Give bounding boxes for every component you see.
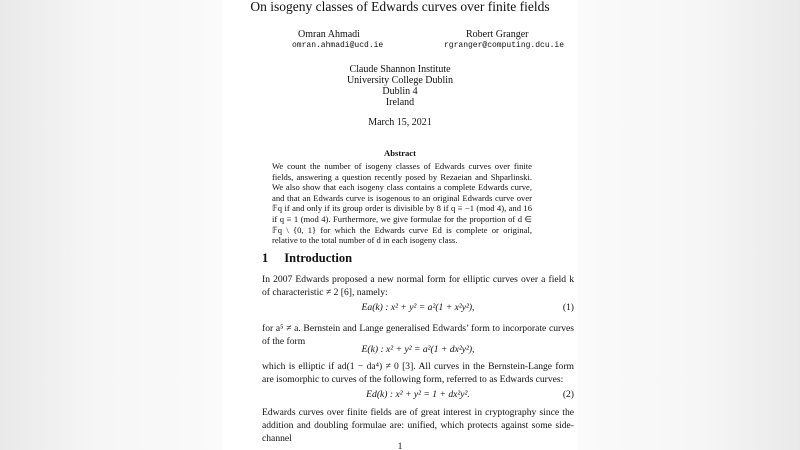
equation-body: Ea(k) : x² + y² = a²(1 + x²y²),	[361, 302, 475, 313]
affiliation-line: University College Dublin	[346, 75, 454, 86]
equation-number: (1)	[562, 302, 574, 313]
section-heading	[262, 251, 352, 266]
author-name: Robert Granger	[466, 29, 529, 40]
body-paragraph: Edwards curves over finite fields are of great interest in cryptography since the addition and doubling formulae are: unified, which protects against some side-channel	[262, 407, 574, 444]
equation	[262, 302, 574, 316]
paper-title: On isogeny classes of Edwards curves over finite fields	[250, 0, 550, 14]
paper-date: March 15, 2021	[368, 117, 432, 128]
body-paragraph: for a⁵ ≠ a. Bernstein and Lange generalised Edwards’ form to incorporate curves of the form	[262, 323, 574, 347]
body-paragraph: which is elliptic if ad(1 − da⁴) ≠ 0 [3]. All curves in the Bernstein-Lange form are isomorphic to curves of the following form, referred to as Edwards curves:	[262, 361, 574, 385]
abstract-heading: Abstract	[384, 148, 416, 158]
page-number: 1	[397, 441, 403, 450]
section-title: Introduction	[284, 251, 353, 265]
equation-number: (2)	[562, 389, 574, 400]
affiliation-line: Claude Shannon Institute	[349, 64, 451, 75]
paper-page	[222, 0, 578, 450]
section-number: 1	[262, 251, 269, 265]
affiliation-line: Ireland	[385, 97, 415, 108]
equation-body: E(k) : x² + y² = a²(1 + dx²y²),	[361, 344, 475, 355]
author-name: Omran Ahmadi	[298, 29, 360, 40]
equation	[262, 344, 574, 358]
author-email: rgranger@computing.dcu.ie	[444, 41, 565, 50]
equation-body: Ed(k) : x² + y² = 1 + dx²y².	[366, 389, 470, 400]
affiliation-line: Dublin 4	[382, 86, 418, 97]
body-paragraph: In 2007 Edwards proposed a new normal form for elliptic curves over a field k of characteristic ≠ 2 [6], namely:	[262, 274, 574, 298]
equation	[262, 389, 574, 403]
author-email: omran.ahmadi@ucd.ie	[292, 41, 384, 50]
abstract-body: We count the number of isogeny classes of Edwards curves over finite fields, answering a question recently posed by Rezaeian and Shparlinski. We also show that each isogeny class contains a complete Edwards curve, and that an Edwards curve is isogenous to an original Edwards curve over 𝔽q if and only if its group order is divisible by 8 if q ≡ −1 (mod 4), and 16 if q ≡ 1 (mod 4). Furthermore, we give formulae for the proportion of d ∈ 𝔽q \ {0, 1} for which the Edwards curve Ed is complete or original, relative to the total number of d in each isogeny class.	[272, 161, 532, 246]
